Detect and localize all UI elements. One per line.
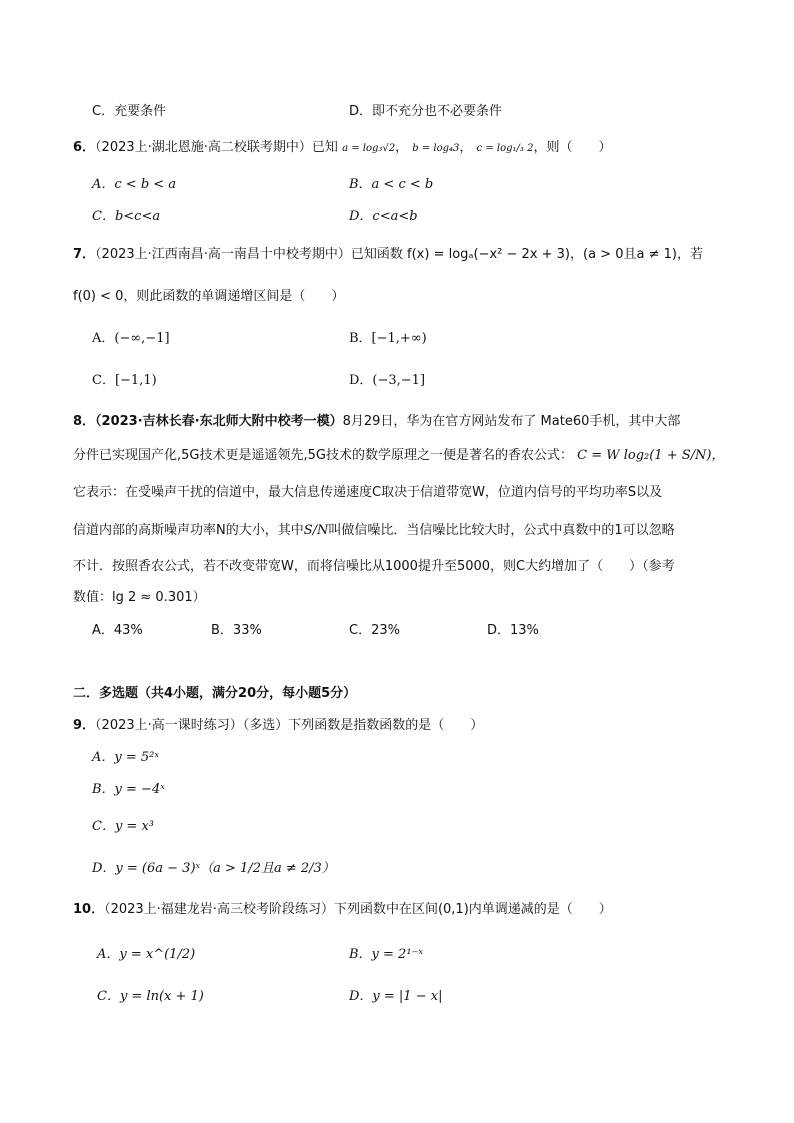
q8-snr-fraction: S/N — [303, 523, 329, 538]
q8-stem-line5: 不计．按照香农公式，若不改变带宽W，而将信噪比从1000提升至5000，则C大约增加了（ ）（参考 — [73, 559, 675, 574]
q10-stem-text: 下列函数中在区间(0,1)内单调递减的是（ ） — [333, 902, 612, 917]
q7-stem-line2: f(0) < 0，则此函数的单调递增区间是（ ） — [73, 289, 345, 304]
q8-stem-line6: 数值：lg 2 ≈ 0.301） — [73, 590, 206, 605]
q6-option-c: C．b<c<a — [92, 209, 161, 224]
q5-option-c: C．充要条件 — [92, 104, 167, 119]
q7-option-b: B．[−1,+∞) — [349, 331, 427, 346]
q7-option-d: D．(−3,−1] — [349, 373, 426, 388]
q9-stem — [73, 717, 483, 735]
q9-stem-text: （多选）下列函数是指数函数的是（ ） — [242, 718, 484, 733]
q6-stem: 6．（2023上·湖北恩施·高二校联考期中）已知 a = log₃√2， b = log₄3， c = log₁/₃ 2，则（ ） — [73, 140, 612, 155]
q7-source: （2023上·江西南昌·高一南昌十中校考期中） — [95, 247, 351, 262]
q9-option-a: A．y = 5²ˣ — [92, 750, 159, 765]
q7-stem-line1 — [73, 246, 703, 264]
q8-stem-line3: 它表示：在受噪声干扰的信道中，最大信息传递速度C取决于信道带宽W，位道内信号的平均功率S以及 — [73, 485, 663, 500]
q6-number: 6． — [73, 140, 96, 155]
q8-line1-text: 8月29日，华为在官方网站发布了 Mate60手机，其中大部 — [342, 414, 681, 429]
q6-option-d: D．c<a<b — [349, 209, 418, 224]
q6-c-expression: c = log₁/₃ 2 — [476, 143, 534, 154]
q9-source: （2023上·高一课时练习） — [95, 718, 243, 733]
q8-option-b: B．33% — [211, 623, 262, 638]
q10-stem — [73, 901, 612, 919]
q10-option-a: A．y = x^(1/2) — [97, 947, 196, 962]
q6-option-b: B．a < c < b — [349, 177, 434, 192]
q8-source: （2023·吉林长春·东北师大附中校考一模） — [95, 414, 343, 429]
q8-line2-text: 分件已实现国产化,5G技术更是遥遥领先,5G技术的数学原理之一便是著名的香农公式： — [73, 448, 573, 463]
q10-option-c: C．y = ln(x + 1) — [97, 989, 204, 1004]
q7-option-c: C．[−1,1) — [92, 373, 157, 388]
q8-line4-text-b: 叫做信噪比．当信噪比比较大时，公式中真数中的1可以忽略 — [328, 523, 675, 538]
q8-option-a: A．43% — [92, 623, 143, 638]
q8-stem-line2 — [73, 447, 724, 465]
q9-option-b: B．y = −4ˣ — [92, 782, 165, 797]
q10-option-b: B．y = 2¹⁻ˣ — [349, 947, 424, 962]
q9-number: 9． — [73, 718, 96, 733]
q5-option-d: D．即不充分也不必要条件 — [349, 104, 503, 119]
q6-stem-suffix: ，则（ ） — [533, 140, 612, 155]
q10-source: （2023上·福建龙岩·高三校考阶段练习） — [104, 902, 334, 917]
q8-line4-text-a: 信道内部的高斯噪声功率N的大小，其中 — [73, 523, 304, 538]
section-multiple-choice-title: 二．多选题（共4小题，满分20分，每小题5分） — [73, 686, 357, 701]
q7-option-a: A．(−∞,−1] — [92, 331, 170, 346]
q7-number: 7． — [73, 247, 96, 262]
q8-number: 8． — [73, 414, 96, 429]
q6-source: （2023上·湖北恩施·高二校联考期中） — [95, 140, 312, 155]
q6-b-expression: b = log₄3 — [412, 143, 460, 154]
q10-option-d: D．y = |1 − x| — [349, 989, 443, 1004]
q6-option-a: A．c < b < a — [92, 177, 177, 192]
q8-stem-line1 — [73, 413, 680, 431]
q8-stem-line4 — [73, 522, 675, 540]
q6-a-expression: a = log₃√2 — [342, 143, 396, 154]
q9-option-d: D．y = (6a − 3)ˣ（a > 1/2且a ≠ 2/3） — [92, 861, 335, 876]
q8-option-d: D．13% — [487, 623, 539, 638]
q7-stem-text1: 已知函数 f(x) = logₐ(−x² − 2x + 3)，(a > 0且a ≠ 1)，若 — [350, 247, 703, 262]
q8-option-c: C．23% — [349, 623, 400, 638]
q6-stem-prefix: 已知 — [311, 140, 338, 155]
q8-shannon-formula: C = W log₂(1 + S/N)， — [577, 448, 725, 463]
q10-number: 10． — [73, 902, 105, 917]
q9-option-c: C．y = x³ — [92, 819, 154, 834]
